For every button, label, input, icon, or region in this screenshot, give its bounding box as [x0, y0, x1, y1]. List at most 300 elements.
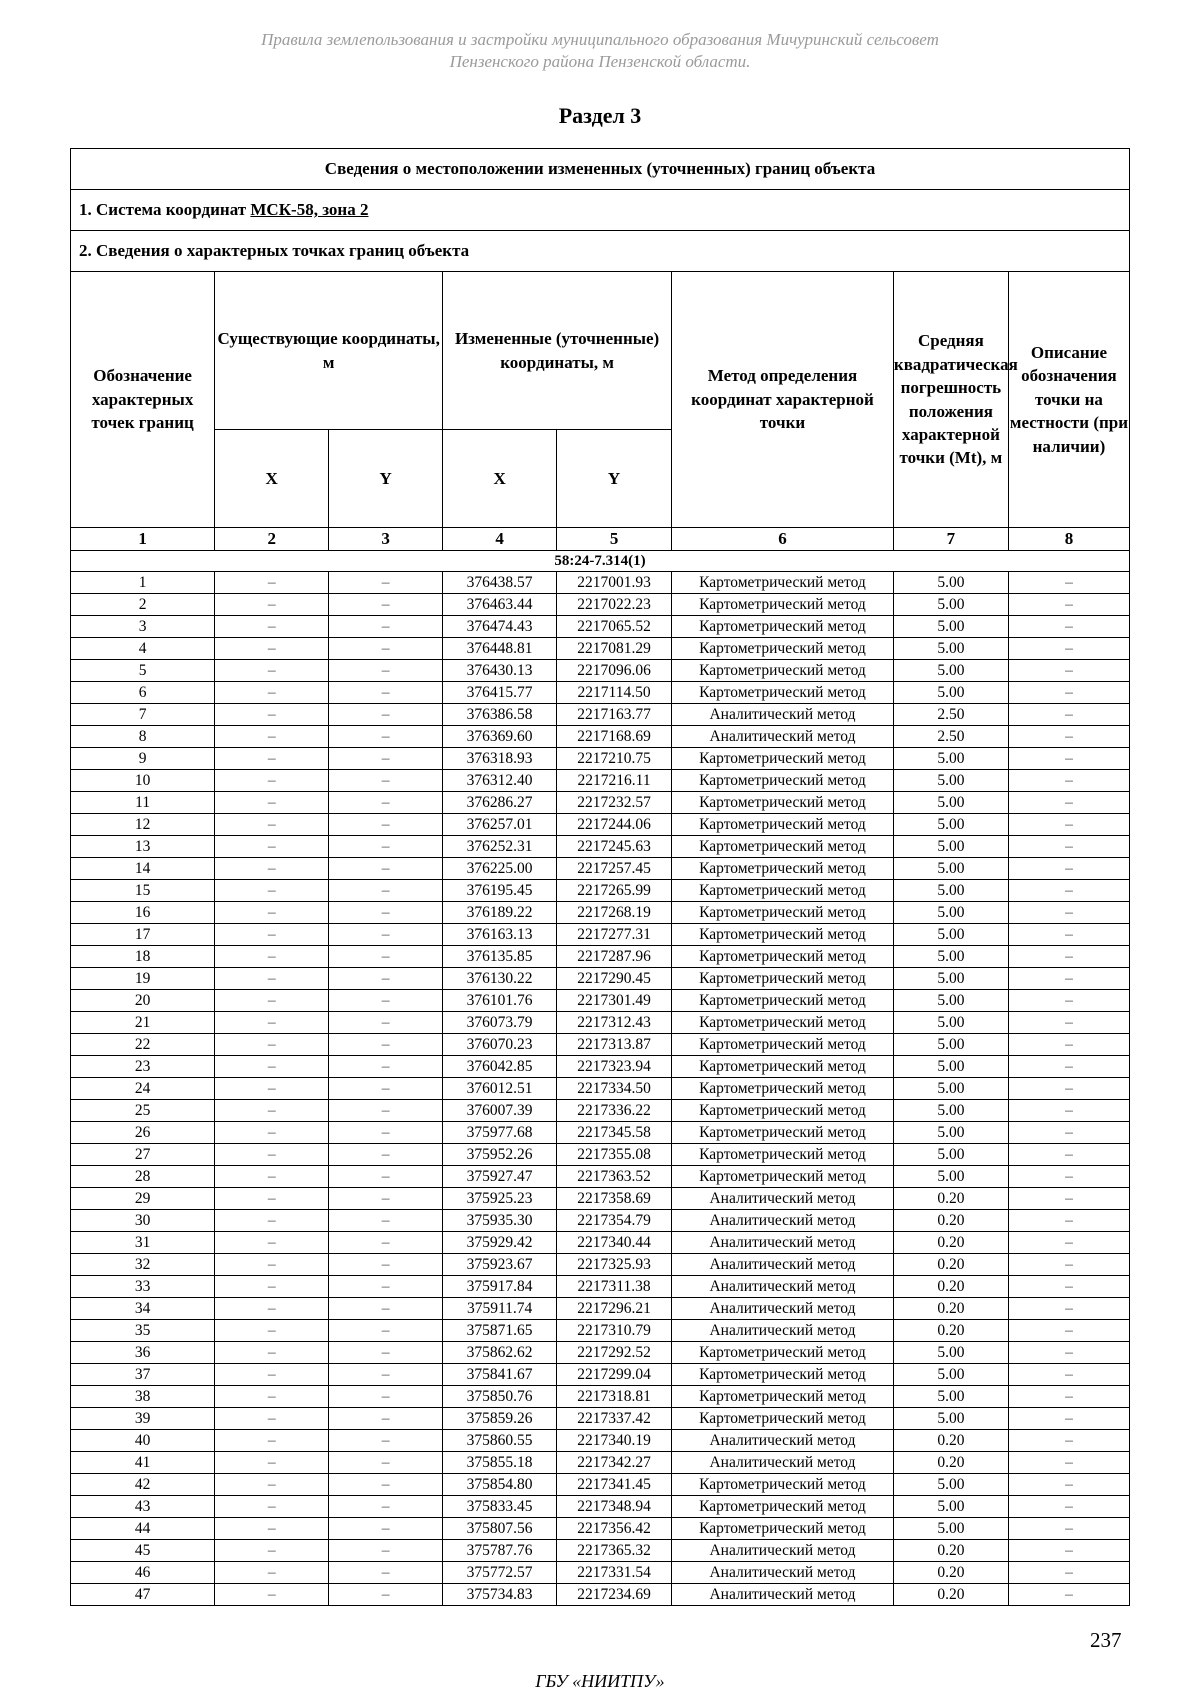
changed-x-cell: 375911.74	[443, 1298, 557, 1320]
changed-y-cell: 2217290.45	[557, 968, 672, 990]
description-cell: –	[1008, 1364, 1129, 1386]
existing-x-cell: –	[215, 1078, 329, 1100]
existing-y-cell: –	[329, 946, 443, 968]
table-row	[71, 1540, 1130, 1562]
changed-x-cell: 376225.00	[443, 858, 557, 880]
changed-x-cell: 375850.76	[443, 1386, 557, 1408]
method-cell: Картометрический метод	[672, 594, 894, 616]
changed-y-cell: 2217341.45	[557, 1474, 672, 1496]
description-cell: –	[1008, 814, 1129, 836]
description-cell: –	[1008, 1276, 1129, 1298]
table-row	[71, 660, 1130, 682]
method-cell: Аналитический метод	[672, 704, 894, 726]
method-cell: Картометрический метод	[672, 1474, 894, 1496]
column-number: 6	[672, 528, 894, 551]
existing-y-cell: –	[329, 1408, 443, 1430]
description-cell: –	[1008, 1562, 1129, 1584]
table-row	[71, 682, 1130, 704]
changed-y-cell: 2217342.27	[557, 1452, 672, 1474]
mean-error-cell: 2.50	[893, 726, 1008, 748]
existing-x-cell: –	[215, 902, 329, 924]
changed-x-cell: 375859.26	[443, 1408, 557, 1430]
changed-x-cell: 376007.39	[443, 1100, 557, 1122]
point-number-cell: 30	[71, 1210, 215, 1232]
description-cell: –	[1008, 638, 1129, 660]
header-changed-x: X	[443, 430, 557, 528]
mean-error-cell: 5.00	[893, 1364, 1008, 1386]
description-cell: –	[1008, 770, 1129, 792]
existing-y-cell: –	[329, 858, 443, 880]
table-row	[71, 1474, 1130, 1496]
table-row	[71, 1342, 1130, 1364]
running-header-line-2: Пензенского района Пензенской области.	[449, 52, 751, 71]
existing-x-cell: –	[215, 946, 329, 968]
table-row	[71, 1430, 1130, 1452]
table-row	[71, 858, 1130, 880]
mean-error-cell: 5.00	[893, 902, 1008, 924]
point-number-cell: 46	[71, 1562, 215, 1584]
mean-error-cell: 5.00	[893, 1078, 1008, 1100]
existing-x-cell: –	[215, 1474, 329, 1496]
method-cell: Картометрический метод	[672, 1034, 894, 1056]
existing-x-cell: –	[215, 726, 329, 748]
changed-x-cell: 376415.77	[443, 682, 557, 704]
existing-x-cell: –	[215, 1100, 329, 1122]
description-cell: –	[1008, 924, 1129, 946]
changed-y-cell: 2217216.11	[557, 770, 672, 792]
changed-x-cell: 375923.67	[443, 1254, 557, 1276]
mean-error-cell: 5.00	[893, 1100, 1008, 1122]
existing-y-cell: –	[329, 1034, 443, 1056]
mean-error-cell: 5.00	[893, 1166, 1008, 1188]
method-cell: Аналитический метод	[672, 1232, 894, 1254]
method-cell: Картометрический метод	[672, 1364, 894, 1386]
method-cell: Аналитический метод	[672, 1320, 894, 1342]
existing-y-cell: –	[329, 704, 443, 726]
point-number-cell: 25	[71, 1100, 215, 1122]
description-cell: –	[1008, 1100, 1129, 1122]
existing-x-cell: –	[215, 1452, 329, 1474]
changed-y-cell: 2217358.69	[557, 1188, 672, 1210]
existing-x-cell: –	[215, 1254, 329, 1276]
description-cell: –	[1008, 1540, 1129, 1562]
existing-y-cell: –	[329, 1364, 443, 1386]
method-cell: Картометрический метод	[672, 1100, 894, 1122]
existing-x-cell: –	[215, 638, 329, 660]
changed-x-cell: 375854.80	[443, 1474, 557, 1496]
changed-y-cell: 2217336.22	[557, 1100, 672, 1122]
changed-y-cell: 2217210.75	[557, 748, 672, 770]
existing-y-cell: –	[329, 1540, 443, 1562]
column-number: 3	[329, 528, 443, 551]
description-cell: –	[1008, 1386, 1129, 1408]
description-cell: –	[1008, 1122, 1129, 1144]
point-number-cell: 22	[71, 1034, 215, 1056]
description-cell: –	[1008, 1056, 1129, 1078]
changed-y-cell: 2217001.93	[557, 572, 672, 594]
method-cell: Картометрический метод	[672, 638, 894, 660]
changed-x-cell: 375927.47	[443, 1166, 557, 1188]
existing-x-cell: –	[215, 1496, 329, 1518]
method-cell: Картометрический метод	[672, 1342, 894, 1364]
description-cell: –	[1008, 726, 1129, 748]
existing-x-cell: –	[215, 1518, 329, 1540]
column-number: 5	[557, 528, 672, 551]
existing-x-cell: –	[215, 836, 329, 858]
mean-error-cell: 5.00	[893, 1474, 1008, 1496]
description-cell: –	[1008, 1584, 1129, 1606]
method-cell: Картометрический метод	[672, 1012, 894, 1034]
table-row	[71, 1518, 1130, 1540]
column-number: 7	[893, 528, 1008, 551]
method-cell: Картометрический метод	[672, 968, 894, 990]
description-cell: –	[1008, 1078, 1129, 1100]
changed-y-cell: 2217114.50	[557, 682, 672, 704]
changed-x-cell: 376130.22	[443, 968, 557, 990]
method-cell: Картометрический метод	[672, 924, 894, 946]
existing-x-cell: –	[215, 1342, 329, 1364]
changed-x-cell: 376463.44	[443, 594, 557, 616]
existing-y-cell: –	[329, 1144, 443, 1166]
method-cell: Аналитический метод	[672, 1276, 894, 1298]
existing-x-cell: –	[215, 1386, 329, 1408]
changed-x-cell: 376073.79	[443, 1012, 557, 1034]
changed-y-cell: 2217163.77	[557, 704, 672, 726]
changed-y-cell: 2217340.44	[557, 1232, 672, 1254]
method-cell: Картометрический метод	[672, 1078, 894, 1100]
existing-y-cell: –	[329, 770, 443, 792]
changed-y-cell: 2217257.45	[557, 858, 672, 880]
table-row	[71, 1210, 1130, 1232]
mean-error-cell: 5.00	[893, 946, 1008, 968]
point-number-cell: 9	[71, 748, 215, 770]
existing-y-cell: –	[329, 792, 443, 814]
existing-x-cell: –	[215, 968, 329, 990]
method-cell: Картометрический метод	[672, 880, 894, 902]
column-number: 2	[215, 528, 329, 551]
table-row	[71, 946, 1130, 968]
changed-x-cell: 376286.27	[443, 792, 557, 814]
method-cell: Картометрический метод	[672, 792, 894, 814]
changed-y-cell: 2217340.19	[557, 1430, 672, 1452]
method-cell: Аналитический метод	[672, 1298, 894, 1320]
description-cell: –	[1008, 880, 1129, 902]
changed-y-cell: 2217096.06	[557, 660, 672, 682]
table-row	[71, 1034, 1130, 1056]
changed-y-cell: 2217355.08	[557, 1144, 672, 1166]
table-row	[71, 616, 1130, 638]
changed-y-cell: 2217265.99	[557, 880, 672, 902]
method-cell: Аналитический метод	[672, 726, 894, 748]
mean-error-cell: 5.00	[893, 572, 1008, 594]
existing-y-cell: –	[329, 836, 443, 858]
existing-x-cell: –	[215, 1232, 329, 1254]
changed-x-cell: 376195.45	[443, 880, 557, 902]
mean-error-cell: 5.00	[893, 1056, 1008, 1078]
existing-x-cell: –	[215, 1408, 329, 1430]
description-cell: –	[1008, 572, 1129, 594]
point-number-cell: 14	[71, 858, 215, 880]
changed-x-cell: 376438.57	[443, 572, 557, 594]
description-cell: –	[1008, 902, 1129, 924]
point-number-cell: 5	[71, 660, 215, 682]
changed-y-cell: 2217354.79	[557, 1210, 672, 1232]
existing-x-cell: –	[215, 1430, 329, 1452]
changed-x-cell: 376474.43	[443, 616, 557, 638]
mean-error-cell: 0.20	[893, 1276, 1008, 1298]
existing-y-cell: –	[329, 1474, 443, 1496]
method-cell: Картометрический метод	[672, 814, 894, 836]
column-number: 4	[443, 528, 557, 551]
changed-x-cell: 376042.85	[443, 1056, 557, 1078]
table-row	[71, 770, 1130, 792]
mean-error-cell: 5.00	[893, 660, 1008, 682]
existing-y-cell: –	[329, 1232, 443, 1254]
mean-error-cell: 5.00	[893, 682, 1008, 704]
existing-x-cell: –	[215, 858, 329, 880]
mean-error-cell: 5.00	[893, 1342, 1008, 1364]
mean-error-cell: 5.00	[893, 1408, 1008, 1430]
changed-y-cell: 2217312.43	[557, 1012, 672, 1034]
table-row	[71, 1408, 1130, 1430]
table-row	[71, 792, 1130, 814]
changed-y-cell: 2217244.06	[557, 814, 672, 836]
point-number-cell: 43	[71, 1496, 215, 1518]
existing-x-cell: –	[215, 1056, 329, 1078]
changed-x-cell: 375772.57	[443, 1562, 557, 1584]
description-cell: –	[1008, 836, 1129, 858]
description-cell: –	[1008, 1012, 1129, 1034]
header-description: Описание обозначения точки на местности (при наличии)	[1008, 272, 1129, 528]
coordinate-system-label: 1. Система координат	[79, 200, 251, 219]
existing-x-cell: –	[215, 990, 329, 1012]
parcel-number: 58:24-7.314(1)	[71, 551, 1130, 572]
table-row	[71, 1276, 1130, 1298]
running-header-line-1: Правила землепользования и застройки муниципального образования Мичуринский сельсовет	[261, 30, 939, 49]
description-cell: –	[1008, 616, 1129, 638]
existing-y-cell: –	[329, 814, 443, 836]
footer-organization: ГБУ «НИИТПУ»	[535, 1671, 665, 1691]
description-cell: –	[1008, 1254, 1129, 1276]
existing-y-cell: –	[329, 968, 443, 990]
description-cell: –	[1008, 1452, 1129, 1474]
existing-y-cell: –	[329, 990, 443, 1012]
existing-y-cell: –	[329, 1562, 443, 1584]
point-number-cell: 42	[71, 1474, 215, 1496]
existing-x-cell: –	[215, 1210, 329, 1232]
existing-x-cell: –	[215, 770, 329, 792]
point-number-cell: 6	[71, 682, 215, 704]
table-row	[71, 836, 1130, 858]
changed-x-cell: 375807.56	[443, 1518, 557, 1540]
point-number-cell: 31	[71, 1232, 215, 1254]
changed-x-cell: 376312.40	[443, 770, 557, 792]
existing-y-cell: –	[329, 1496, 443, 1518]
changed-y-cell: 2217323.94	[557, 1056, 672, 1078]
changed-x-cell: 376012.51	[443, 1078, 557, 1100]
table-row	[71, 572, 1130, 594]
point-number-cell: 33	[71, 1276, 215, 1298]
mean-error-cell: 0.20	[893, 1232, 1008, 1254]
mean-error-cell: 0.20	[893, 1254, 1008, 1276]
existing-x-cell: –	[215, 572, 329, 594]
table-title: Сведения о местоположении измененных (уточненных) границ объекта	[71, 149, 1130, 190]
existing-y-cell: –	[329, 726, 443, 748]
description-cell: –	[1008, 1298, 1129, 1320]
table-row	[71, 726, 1130, 748]
existing-y-cell: –	[329, 638, 443, 660]
mean-error-cell: 0.20	[893, 1298, 1008, 1320]
changed-y-cell: 2217081.29	[557, 638, 672, 660]
changed-y-cell: 2217365.32	[557, 1540, 672, 1562]
table-row	[71, 748, 1130, 770]
method-cell: Картометрический метод	[672, 660, 894, 682]
mean-error-cell: 5.00	[893, 968, 1008, 990]
point-number-cell: 23	[71, 1056, 215, 1078]
method-cell: Картометрический метод	[672, 858, 894, 880]
changed-y-cell: 2217168.69	[557, 726, 672, 748]
changed-x-cell: 376252.31	[443, 836, 557, 858]
method-cell: Картометрический метод	[672, 682, 894, 704]
table-row	[71, 1386, 1130, 1408]
table-row	[71, 1144, 1130, 1166]
method-cell: Картометрический метод	[672, 1496, 894, 1518]
changed-x-cell: 375841.67	[443, 1364, 557, 1386]
point-number-cell: 37	[71, 1364, 215, 1386]
existing-y-cell: –	[329, 1386, 443, 1408]
mean-error-cell: 0.20	[893, 1210, 1008, 1232]
mean-error-cell: 5.00	[893, 1034, 1008, 1056]
changed-x-cell: 376369.60	[443, 726, 557, 748]
point-number-cell: 40	[71, 1430, 215, 1452]
existing-x-cell: –	[215, 880, 329, 902]
table-row	[71, 814, 1130, 836]
table-row	[71, 990, 1130, 1012]
mean-error-cell: 0.20	[893, 1430, 1008, 1452]
table-row	[71, 1056, 1130, 1078]
table-row	[71, 1232, 1130, 1254]
method-cell: Картометрический метод	[672, 946, 894, 968]
table-row	[71, 880, 1130, 902]
existing-x-cell: –	[215, 1012, 329, 1034]
description-cell: –	[1008, 1474, 1129, 1496]
existing-x-cell: –	[215, 704, 329, 726]
mean-error-cell: 5.00	[893, 1496, 1008, 1518]
method-cell: Картометрический метод	[672, 902, 894, 924]
changed-x-cell: 376070.23	[443, 1034, 557, 1056]
changed-x-cell: 376318.93	[443, 748, 557, 770]
existing-x-cell: –	[215, 1320, 329, 1342]
changed-x-cell: 375871.65	[443, 1320, 557, 1342]
changed-y-cell: 2217331.54	[557, 1562, 672, 1584]
changed-y-cell: 2217348.94	[557, 1496, 672, 1518]
changed-y-cell: 2217311.38	[557, 1276, 672, 1298]
existing-x-cell: –	[215, 682, 329, 704]
table-row	[71, 1562, 1130, 1584]
changed-x-cell: 375952.26	[443, 1144, 557, 1166]
point-number-cell: 13	[71, 836, 215, 858]
method-cell: Картометрический метод	[672, 1122, 894, 1144]
mean-error-cell: 0.20	[893, 1562, 1008, 1584]
changed-x-cell: 376257.01	[443, 814, 557, 836]
existing-y-cell: –	[329, 748, 443, 770]
existing-y-cell: –	[329, 1188, 443, 1210]
header-existing-coordinates: Существующие координаты, м	[215, 272, 443, 430]
mean-error-cell: 5.00	[893, 836, 1008, 858]
point-number-cell: 4	[71, 638, 215, 660]
changed-x-cell: 375935.30	[443, 1210, 557, 1232]
description-cell: –	[1008, 1188, 1129, 1210]
description-cell: –	[1008, 1496, 1129, 1518]
point-number-cell: 15	[71, 880, 215, 902]
mean-error-cell: 5.00	[893, 990, 1008, 1012]
existing-y-cell: –	[329, 1012, 443, 1034]
existing-x-cell: –	[215, 1364, 329, 1386]
mean-error-cell: 0.20	[893, 1540, 1008, 1562]
description-cell: –	[1008, 858, 1129, 880]
existing-y-cell: –	[329, 1342, 443, 1364]
mean-error-cell: 5.00	[893, 1122, 1008, 1144]
existing-y-cell: –	[329, 1452, 443, 1474]
mean-error-cell: 0.20	[893, 1188, 1008, 1210]
changed-y-cell: 2217337.42	[557, 1408, 672, 1430]
mean-error-cell: 5.00	[893, 748, 1008, 770]
mean-error-cell: 5.00	[893, 924, 1008, 946]
changed-y-cell: 2217334.50	[557, 1078, 672, 1100]
method-cell: Картометрический метод	[672, 990, 894, 1012]
header-mean-error: Средняя квадратическая погрешность положения характерной точки (Mt), м	[893, 272, 1008, 528]
changed-y-cell: 2217345.58	[557, 1122, 672, 1144]
existing-y-cell: –	[329, 660, 443, 682]
changed-y-cell: 2217325.93	[557, 1254, 672, 1276]
column-number: 8	[1008, 528, 1129, 551]
point-number-cell: 47	[71, 1584, 215, 1606]
existing-y-cell: –	[329, 924, 443, 946]
mean-error-cell: 5.00	[893, 1518, 1008, 1540]
existing-y-cell: –	[329, 1320, 443, 1342]
point-number-cell: 45	[71, 1540, 215, 1562]
description-cell: –	[1008, 1430, 1129, 1452]
method-cell: Картометрический метод	[672, 836, 894, 858]
point-number-cell: 7	[71, 704, 215, 726]
changed-y-cell: 2217356.42	[557, 1518, 672, 1540]
table-row	[71, 1100, 1130, 1122]
boundary-points-table	[70, 148, 1130, 1606]
changed-x-cell: 375855.18	[443, 1452, 557, 1474]
table-row	[71, 1452, 1130, 1474]
method-cell: Аналитический метод	[672, 1562, 894, 1584]
page-number: 237	[1090, 1628, 1122, 1652]
table-row	[71, 1122, 1130, 1144]
existing-y-cell: –	[329, 1166, 443, 1188]
changed-x-cell: 376386.58	[443, 704, 557, 726]
table-row	[71, 1188, 1130, 1210]
changed-x-cell: 375734.83	[443, 1584, 557, 1606]
mean-error-cell: 5.00	[893, 1144, 1008, 1166]
existing-y-cell: –	[329, 682, 443, 704]
point-number-cell: 2	[71, 594, 215, 616]
mean-error-cell: 5.00	[893, 616, 1008, 638]
method-cell: Картометрический метод	[672, 1056, 894, 1078]
description-cell: –	[1008, 748, 1129, 770]
mean-error-cell: 0.20	[893, 1584, 1008, 1606]
changed-x-cell: 376189.22	[443, 902, 557, 924]
point-number-cell: 38	[71, 1386, 215, 1408]
existing-x-cell: –	[215, 1584, 329, 1606]
method-cell: Картометрический метод	[672, 1144, 894, 1166]
header-existing-y: Y	[329, 430, 443, 528]
mean-error-cell: 5.00	[893, 594, 1008, 616]
